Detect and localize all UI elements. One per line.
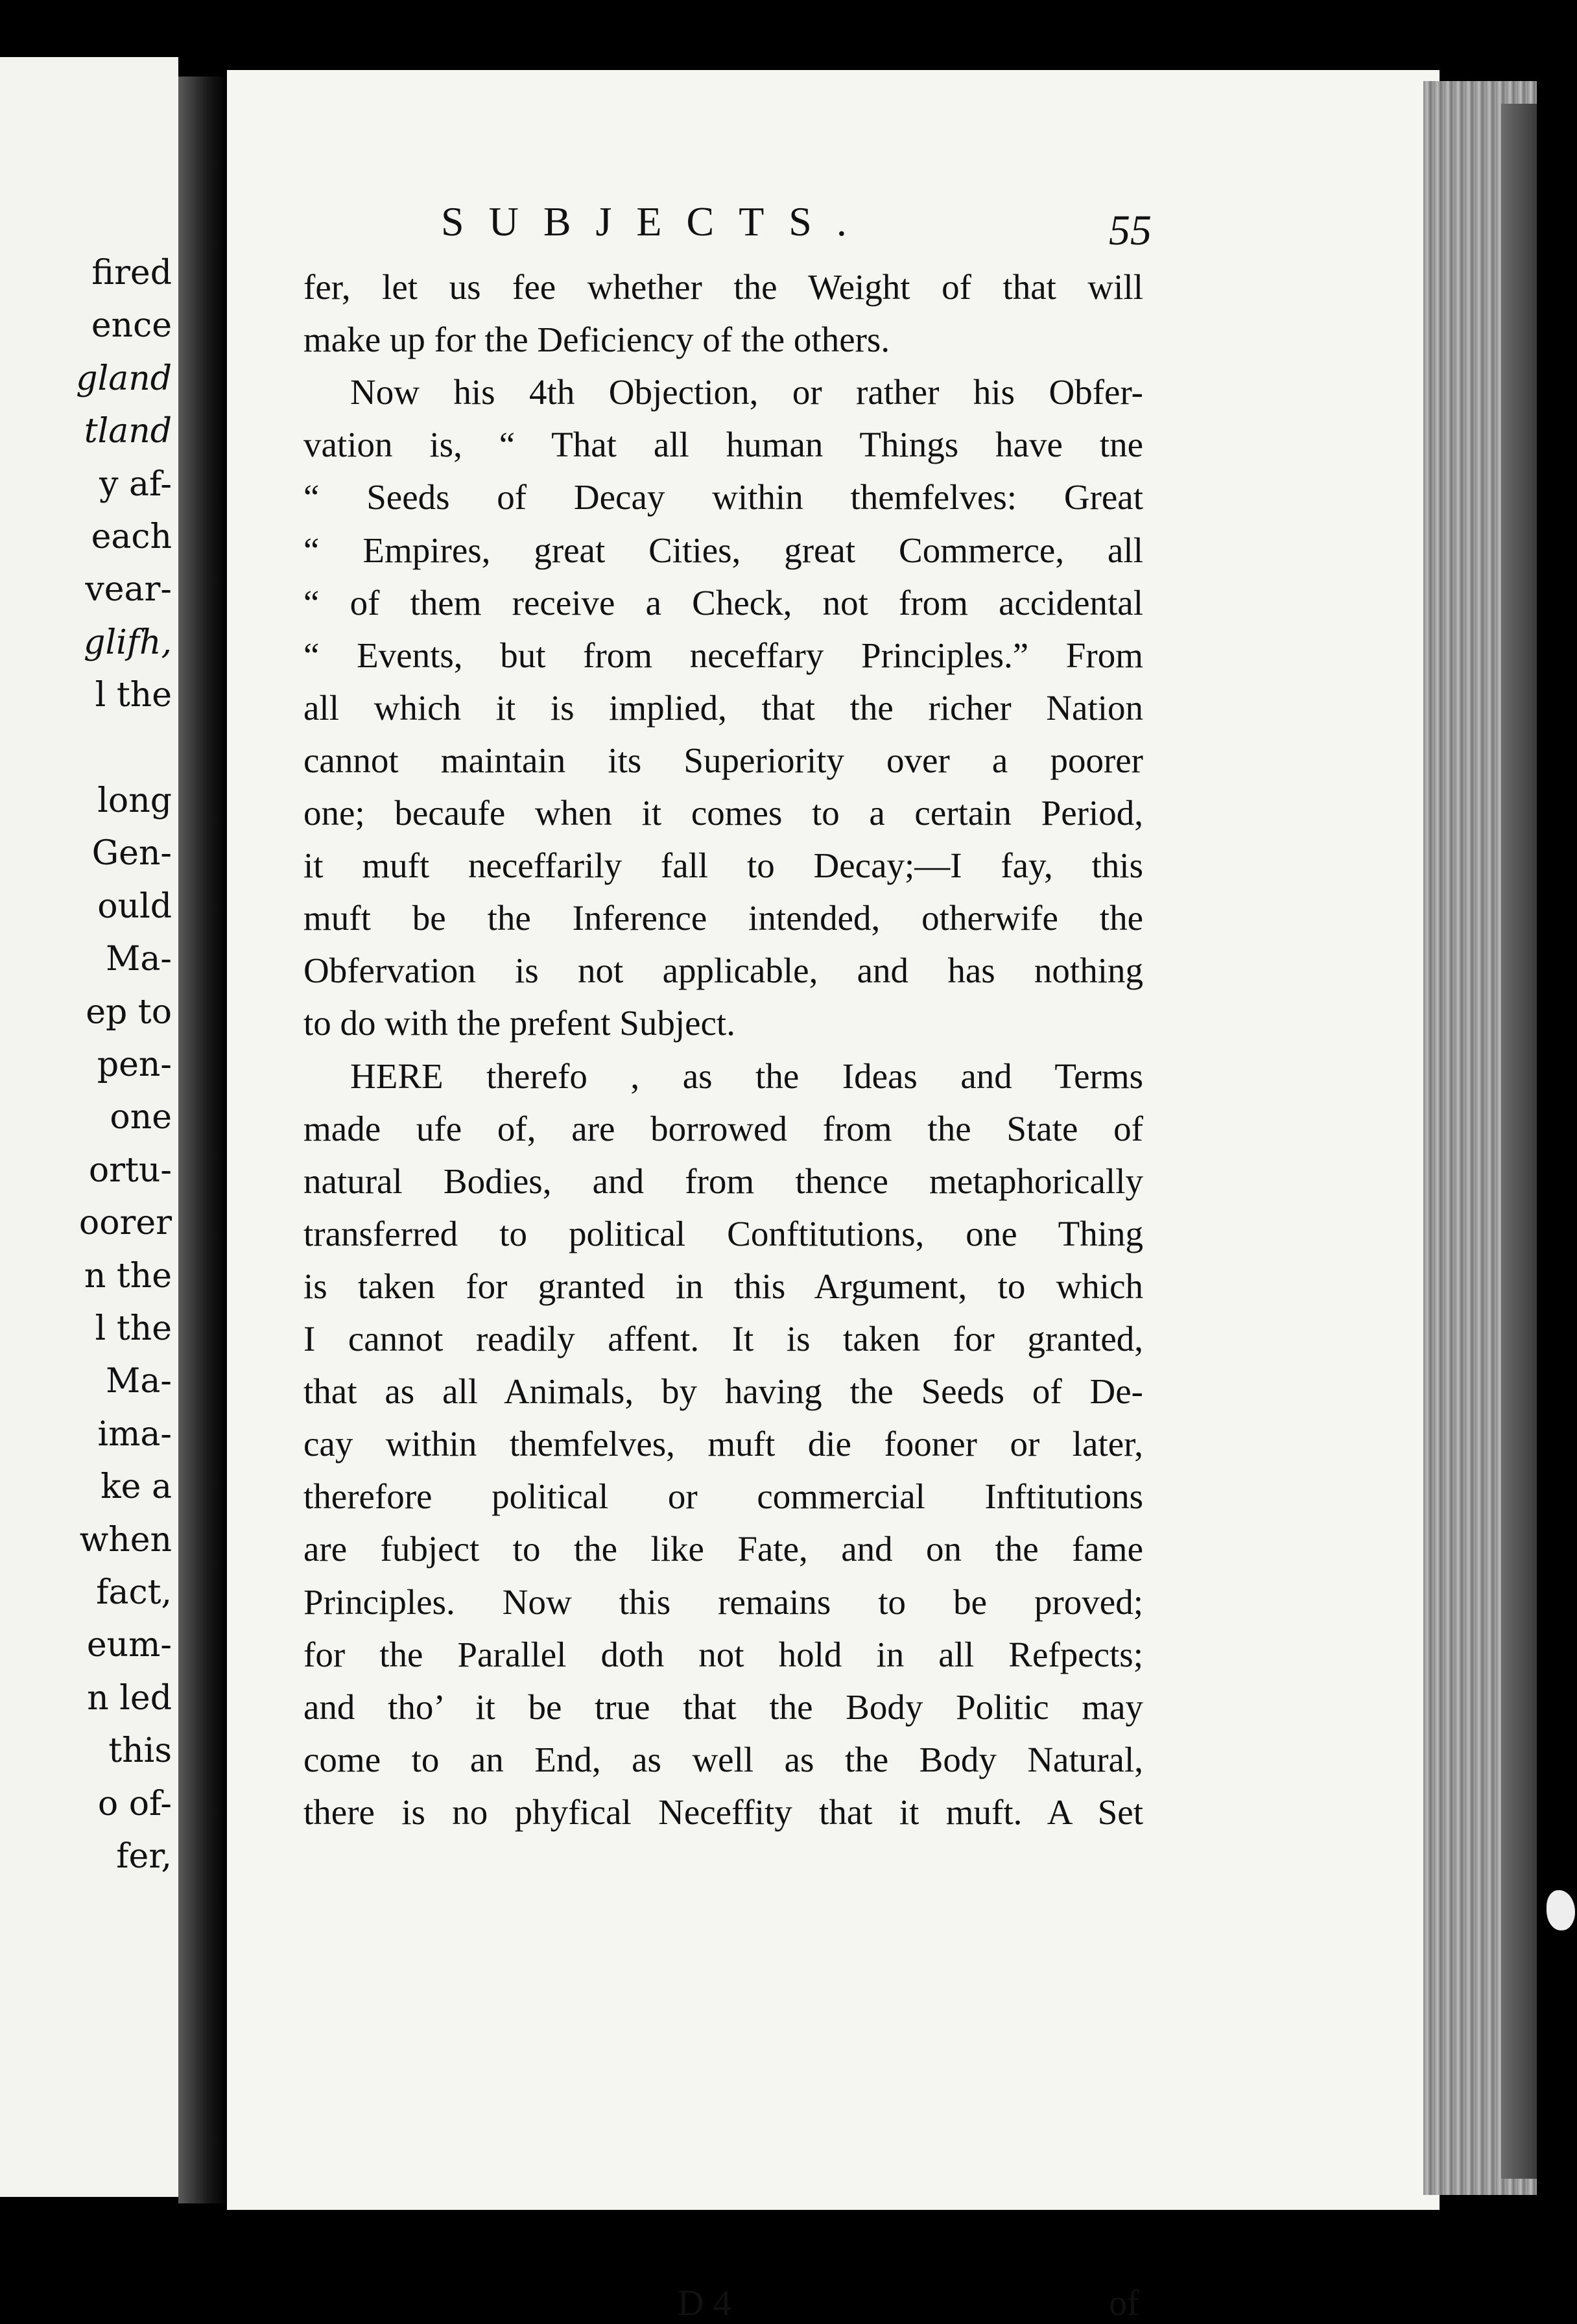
facing-page-line: glifh,	[84, 622, 172, 662]
facing-page-line: ima-	[97, 1414, 172, 1454]
body-text-line: Principles. Now this remains to be proved;	[303, 1582, 1143, 1622]
facing-page-line: Gen-	[91, 834, 172, 873]
body-text-line: “ Empires, great Cities, great Commerce, all	[303, 530, 1143, 570]
facing-page-line: ke a	[101, 1467, 172, 1507]
body-text-line: “ of them receive a Check, not from accidental	[303, 582, 1143, 622]
paper-fragment	[1547, 1890, 1575, 1930]
facing-page-line: o of-	[97, 1784, 172, 1823]
body-text-line: muft be the Inference intended, otherwife the	[303, 898, 1143, 938]
facing-page-line: y af-	[99, 464, 172, 504]
facing-page-line: ep to	[86, 992, 172, 1032]
body-text-line: therefore political or commercial Inftitutions	[303, 1476, 1143, 1517]
running-head: SUBJECTS.	[441, 198, 872, 244]
catchword: of	[1109, 2283, 1139, 2323]
facing-page-line: long	[97, 781, 172, 820]
facing-page-line: l the	[95, 1309, 172, 1348]
body-text-line: “ Seeds of Decay within themfelves: Great	[303, 477, 1143, 517]
facing-page-line: Ma-	[106, 940, 172, 979]
body-text-line: for the Parallel doth not hold in all Refpects;	[303, 1634, 1143, 1674]
facing-page-line: ence	[91, 306, 172, 346]
facing-page-line: this	[108, 1731, 172, 1771]
page-number: 55	[1109, 207, 1152, 254]
body-text-line: it muft neceffarily fall to Decay;—I fay, this	[303, 846, 1143, 886]
body-text-line: natural Bodies, and from thence metaphorically	[303, 1161, 1143, 1201]
facing-page-line: ould	[97, 886, 172, 926]
body-text-line: made ufe of, are borrowed from the State of	[303, 1108, 1143, 1148]
facing-page-line: Ma-	[106, 1362, 172, 1401]
facing-page-line: each	[91, 517, 172, 556]
page-edges-shadow	[1501, 104, 1537, 2179]
facing-page-line: l the	[95, 676, 172, 715]
facing-page-line: fact,	[96, 1573, 172, 1612]
facing-page-line: n led	[87, 1678, 172, 1718]
body-text-line: is taken for granted in this Argument, to which	[303, 1266, 1143, 1306]
body-text-line: Obfervation is not applicable, and has nothing	[303, 951, 1143, 991]
facing-page-line: eum-	[86, 1626, 172, 1665]
body-text-line: come to an End, as well as the Body Natural,	[303, 1739, 1143, 1779]
body-text-line: I cannot readily affent. It is taken for granted,	[303, 1319, 1143, 1358]
body-text-line: are fubject to the like Fate, and on the fame	[303, 1529, 1143, 1569]
facing-page-line: n the	[84, 1256, 172, 1296]
body-text-line: Now his 4th Objection, or rather his Obfer-	[350, 372, 1143, 412]
body-text-line: cay within themfelves, muft die fooner or later,	[303, 1424, 1143, 1464]
facing-page-line: fer,	[116, 1837, 172, 1876]
facing-page-line: oorer	[78, 1204, 172, 1243]
signature-mark: D 4	[678, 2283, 731, 2323]
facing-page-line: vear-	[85, 570, 172, 610]
body-text-line: one; becaufe when it comes to a certain Period,	[303, 793, 1143, 833]
facing-page-line: gland	[76, 359, 172, 398]
facing-page-line: tland	[84, 412, 172, 451]
facing-page-line: pen-	[97, 1045, 172, 1084]
gutter-shadow	[178, 77, 227, 2203]
body-text-line: vation is, “ That all human Things have tne	[303, 425, 1143, 465]
facing-page	[0, 57, 178, 2197]
facing-page-line: one	[110, 1098, 172, 1137]
facing-page-line: when	[79, 1520, 172, 1559]
body-text-line: there is no phyfical Neceffity that it muft. A Set	[303, 1792, 1143, 1832]
body-text-line: that as all Animals, by having the Seeds of De-	[303, 1371, 1143, 1412]
body-text-line: to do with the prefent Subject.	[303, 1003, 735, 1043]
body-text-line: cannot maintain its Superiority over a poorer	[303, 740, 1143, 780]
body-text-line: transferred to political Conftitutions, one Thing	[303, 1213, 1143, 1253]
body-text-line: HERE therefo , as the Ideas and Terms	[350, 1056, 1143, 1096]
body-text-line: and tho’ it be true that the Body Politic may	[303, 1687, 1143, 1727]
body-text-line: “ Events, but from neceffary Principles.” From	[303, 635, 1143, 675]
body-text-line: make up for the Deficiency of the others.	[303, 320, 890, 360]
body-text-line: all which it is implied, that the richer Nation	[303, 687, 1143, 728]
facing-page-line: fired	[91, 254, 172, 292]
facing-page-line: ortu-	[88, 1150, 172, 1190]
body-text-line: fer, let us fee whether the Weight of that will	[303, 267, 1143, 307]
